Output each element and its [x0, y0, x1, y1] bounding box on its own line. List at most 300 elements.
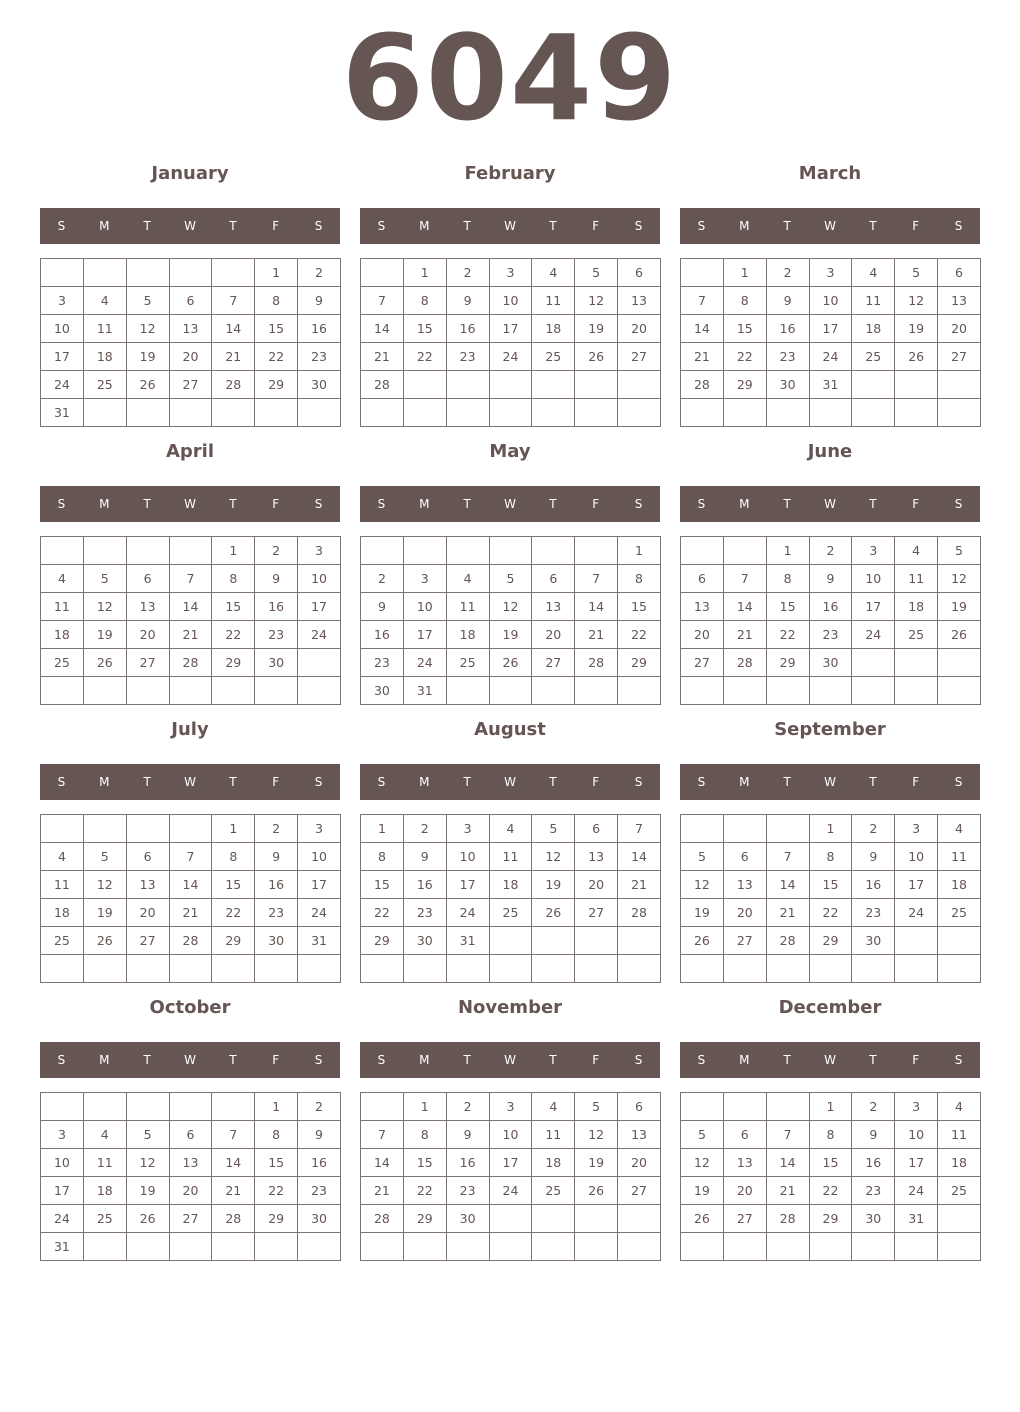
day-cell: 18 [532, 315, 575, 343]
empty-cell [895, 649, 938, 677]
day-cell: 25 [895, 621, 938, 649]
week-row [41, 843, 341, 871]
day-cell: 3 [298, 537, 341, 565]
day-cell: 28 [212, 1205, 255, 1233]
day-cell: 17 [852, 593, 895, 621]
day-cell: 16 [446, 1149, 489, 1177]
empty-cell [41, 537, 84, 565]
week-row [361, 259, 661, 287]
day-grid [680, 536, 981, 705]
day-cell: 3 [895, 815, 938, 843]
empty-cell [681, 815, 724, 843]
day-cell: 20 [618, 315, 661, 343]
empty-cell [618, 1205, 661, 1233]
weekday-label: S [697, 497, 706, 511]
day-cell: 21 [766, 899, 809, 927]
day-cell: 9 [852, 1121, 895, 1149]
week-row [41, 343, 341, 371]
day-cell: 13 [723, 871, 766, 899]
day-cell: 17 [298, 593, 341, 621]
day-cell: 20 [723, 1177, 766, 1205]
day-cell: 21 [212, 1177, 255, 1205]
day-cell: 1 [809, 1093, 852, 1121]
empty-cell [809, 677, 852, 705]
weekday-label: T [869, 1053, 877, 1067]
weekday-label: F [272, 1053, 280, 1067]
day-cell: 20 [618, 1149, 661, 1177]
day-cell: 7 [575, 565, 618, 593]
weekday-label: S [634, 497, 643, 511]
empty-cell [41, 259, 84, 287]
day-cell: 19 [532, 871, 575, 899]
day-cell: 19 [575, 1149, 618, 1177]
day-cell: 6 [723, 1121, 766, 1149]
weekday-label: T [143, 497, 151, 511]
empty-cell [126, 955, 169, 983]
day-cell: 1 [255, 259, 298, 287]
day-cell: 6 [723, 843, 766, 871]
day-cell: 4 [532, 1093, 575, 1121]
month-name: April [165, 441, 215, 462]
week-row [681, 1093, 981, 1121]
weekday-label: T [549, 219, 557, 233]
day-grid [360, 536, 661, 705]
empty-cell [532, 1233, 575, 1261]
day-cell: 6 [681, 565, 724, 593]
day-cell: 13 [618, 1121, 661, 1149]
day-cell: 26 [126, 371, 169, 399]
day-cell: 2 [298, 259, 341, 287]
empty-cell [766, 399, 809, 427]
day-grid [680, 258, 981, 427]
week-row [681, 399, 981, 427]
day-cell: 22 [212, 899, 255, 927]
empty-cell [361, 955, 404, 983]
empty-cell [852, 677, 895, 705]
weekday-label: T [229, 219, 237, 233]
month-name: September [774, 719, 886, 740]
day-cell: 6 [532, 565, 575, 593]
day-cell: 21 [169, 621, 212, 649]
week-row [361, 371, 661, 399]
day-cell: 4 [83, 287, 126, 315]
day-cell: 26 [489, 649, 532, 677]
day-cell: 7 [169, 843, 212, 871]
day-cell: 13 [723, 1149, 766, 1177]
day-cell: 5 [938, 537, 981, 565]
empty-cell [361, 399, 404, 427]
empty-cell [169, 1233, 212, 1261]
weekday-label: M [739, 497, 750, 511]
day-cell: 3 [809, 259, 852, 287]
day-cell: 19 [575, 315, 618, 343]
empty-cell [169, 1093, 212, 1121]
empty-cell [532, 399, 575, 427]
weekday-label: S [634, 1053, 643, 1067]
empty-cell [403, 1233, 446, 1261]
empty-cell [169, 259, 212, 287]
weekday-label: M [419, 219, 430, 233]
week-row [681, 843, 981, 871]
day-cell: 1 [766, 537, 809, 565]
empty-cell [489, 399, 532, 427]
day-cell: 26 [681, 927, 724, 955]
day-cell: 1 [723, 259, 766, 287]
week-row [41, 621, 341, 649]
day-cell: 20 [723, 899, 766, 927]
week-row [41, 287, 341, 315]
day-cell: 31 [41, 1233, 84, 1261]
week-row [681, 871, 981, 899]
empty-cell [575, 1233, 618, 1261]
empty-cell [446, 955, 489, 983]
day-cell: 21 [169, 899, 212, 927]
weekday-label: T [463, 1053, 471, 1067]
empty-cell [681, 1233, 724, 1261]
weekday-label: T [463, 219, 471, 233]
day-cell: 8 [403, 287, 446, 315]
day-cell: 17 [489, 315, 532, 343]
week-row [41, 899, 341, 927]
empty-cell [126, 815, 169, 843]
month-name: July [171, 719, 209, 740]
week-row [41, 315, 341, 343]
day-cell: 26 [575, 1177, 618, 1205]
day-cell: 23 [298, 343, 341, 371]
day-cell: 23 [809, 621, 852, 649]
day-cell: 31 [809, 371, 852, 399]
empty-cell [852, 399, 895, 427]
empty-cell [809, 955, 852, 983]
day-cell: 27 [723, 927, 766, 955]
day-cell: 21 [575, 621, 618, 649]
weekday-label: W [184, 219, 196, 233]
day-cell: 3 [852, 537, 895, 565]
day-cell: 14 [723, 593, 766, 621]
day-grid [680, 814, 981, 983]
empty-cell [938, 371, 981, 399]
day-cell: 28 [723, 649, 766, 677]
day-cell: 18 [41, 621, 84, 649]
empty-cell [766, 1233, 809, 1261]
day-cell: 13 [532, 593, 575, 621]
day-grid [40, 814, 341, 983]
weekday-label: F [592, 775, 600, 789]
weekday-label: T [783, 775, 791, 789]
week-row [681, 677, 981, 705]
weekday-label: T [143, 775, 151, 789]
empty-cell [938, 677, 981, 705]
day-cell: 10 [895, 1121, 938, 1149]
day-cell: 11 [532, 287, 575, 315]
weekday-label: T [463, 775, 471, 789]
day-cell: 5 [126, 287, 169, 315]
day-cell: 22 [766, 621, 809, 649]
week-row [681, 649, 981, 677]
weekday-label: S [954, 219, 963, 233]
day-cell: 30 [298, 371, 341, 399]
day-cell: 17 [809, 315, 852, 343]
day-cell: 29 [766, 649, 809, 677]
empty-cell [126, 399, 169, 427]
day-cell: 28 [169, 649, 212, 677]
empty-cell [126, 537, 169, 565]
empty-cell [361, 537, 404, 565]
day-cell: 14 [575, 593, 618, 621]
day-cell: 18 [852, 315, 895, 343]
empty-cell [212, 259, 255, 287]
empty-cell [169, 537, 212, 565]
day-cell: 8 [255, 287, 298, 315]
day-cell: 15 [809, 1149, 852, 1177]
week-row [361, 843, 661, 871]
day-cell: 24 [852, 621, 895, 649]
day-cell: 20 [169, 343, 212, 371]
year-title: 6049 [341, 9, 679, 147]
day-cell: 18 [938, 871, 981, 899]
day-cell: 20 [938, 315, 981, 343]
day-cell: 25 [41, 649, 84, 677]
day-cell: 12 [681, 1149, 724, 1177]
day-cell: 18 [446, 621, 489, 649]
weekday-header [360, 764, 660, 800]
day-cell: 26 [575, 343, 618, 371]
weekday-label: W [504, 219, 516, 233]
week-row [681, 1205, 981, 1233]
empty-cell [83, 1233, 126, 1261]
day-cell: 27 [169, 1205, 212, 1233]
day-cell: 11 [852, 287, 895, 315]
weekday-label: W [824, 497, 836, 511]
day-cell: 24 [895, 899, 938, 927]
day-cell: 4 [83, 1121, 126, 1149]
empty-cell [618, 1233, 661, 1261]
day-cell: 9 [446, 287, 489, 315]
empty-cell [618, 399, 661, 427]
week-row [41, 1121, 341, 1149]
empty-cell [126, 1093, 169, 1121]
day-cell: 10 [852, 565, 895, 593]
weekday-header [40, 208, 340, 244]
day-cell: 23 [298, 1177, 341, 1205]
day-cell: 17 [298, 871, 341, 899]
day-cell: 8 [255, 1121, 298, 1149]
day-cell: 25 [938, 1177, 981, 1205]
day-grid [360, 814, 661, 983]
day-cell: 10 [446, 843, 489, 871]
week-row [681, 537, 981, 565]
day-cell: 27 [126, 927, 169, 955]
day-cell: 25 [532, 343, 575, 371]
weekday-label: T [869, 497, 877, 511]
day-cell: 9 [852, 843, 895, 871]
day-cell: 16 [852, 1149, 895, 1177]
weekday-label: M [99, 497, 110, 511]
day-cell: 21 [681, 343, 724, 371]
weekday-label: F [912, 497, 920, 511]
weekday-label: F [272, 219, 280, 233]
week-row [681, 259, 981, 287]
day-cell: 12 [575, 287, 618, 315]
day-cell: 12 [532, 843, 575, 871]
weekday-label: F [592, 219, 600, 233]
day-cell: 21 [361, 1177, 404, 1205]
day-cell: 5 [532, 815, 575, 843]
empty-cell [489, 927, 532, 955]
day-cell: 19 [126, 343, 169, 371]
day-cell: 20 [126, 621, 169, 649]
day-cell: 27 [575, 899, 618, 927]
empty-cell [575, 371, 618, 399]
empty-cell [403, 537, 446, 565]
day-cell: 24 [41, 1205, 84, 1233]
day-cell: 7 [723, 565, 766, 593]
weekday-label: M [419, 497, 430, 511]
day-cell: 7 [766, 1121, 809, 1149]
week-row [361, 871, 661, 899]
day-cell: 26 [681, 1205, 724, 1233]
day-cell: 21 [766, 1177, 809, 1205]
day-cell: 10 [895, 843, 938, 871]
day-cell: 20 [575, 871, 618, 899]
day-cell: 27 [169, 371, 212, 399]
week-row [41, 871, 341, 899]
day-cell: 26 [938, 621, 981, 649]
day-cell: 13 [681, 593, 724, 621]
day-cell: 19 [681, 899, 724, 927]
empty-cell [83, 399, 126, 427]
empty-cell [895, 371, 938, 399]
empty-cell [618, 927, 661, 955]
empty-cell [575, 537, 618, 565]
week-row [41, 1233, 341, 1261]
empty-cell [41, 677, 84, 705]
day-cell: 22 [403, 1177, 446, 1205]
week-row [361, 955, 661, 983]
day-cell: 18 [41, 899, 84, 927]
day-cell: 4 [852, 259, 895, 287]
day-cell: 11 [532, 1121, 575, 1149]
empty-cell [618, 371, 661, 399]
day-cell: 19 [489, 621, 532, 649]
day-cell: 25 [852, 343, 895, 371]
empty-cell [489, 955, 532, 983]
day-cell: 25 [489, 899, 532, 927]
day-cell: 12 [938, 565, 981, 593]
day-cell: 6 [126, 565, 169, 593]
empty-cell [298, 399, 341, 427]
day-cell: 11 [446, 593, 489, 621]
empty-cell [41, 815, 84, 843]
day-cell: 10 [41, 315, 84, 343]
day-cell: 23 [361, 649, 404, 677]
day-cell: 18 [938, 1149, 981, 1177]
day-cell: 10 [41, 1149, 84, 1177]
empty-cell [255, 399, 298, 427]
weekday-header [680, 764, 980, 800]
empty-cell [489, 537, 532, 565]
weekday-label: S [314, 219, 323, 233]
day-cell: 30 [361, 677, 404, 705]
day-cell: 16 [809, 593, 852, 621]
day-cell: 9 [446, 1121, 489, 1149]
day-cell: 27 [618, 1177, 661, 1205]
weekday-label: T [783, 1053, 791, 1067]
day-cell: 27 [723, 1205, 766, 1233]
day-cell: 24 [895, 1177, 938, 1205]
day-cell: 25 [83, 371, 126, 399]
empty-cell [83, 1093, 126, 1121]
week-row [681, 593, 981, 621]
day-cell: 8 [766, 565, 809, 593]
empty-cell [446, 677, 489, 705]
day-cell: 31 [446, 927, 489, 955]
weekday-label: S [377, 497, 386, 511]
week-row [361, 537, 661, 565]
day-cell: 18 [532, 1149, 575, 1177]
day-cell: 1 [361, 815, 404, 843]
day-cell: 18 [83, 1177, 126, 1205]
day-cell: 27 [938, 343, 981, 371]
week-row [681, 899, 981, 927]
month-name: December [778, 997, 882, 1018]
day-cell: 27 [532, 649, 575, 677]
day-cell: 15 [723, 315, 766, 343]
weekday-label: S [57, 497, 66, 511]
day-cell: 13 [938, 287, 981, 315]
weekday-label: W [824, 219, 836, 233]
day-cell: 17 [41, 1177, 84, 1205]
weekday-label: T [143, 219, 151, 233]
day-cell: 6 [126, 843, 169, 871]
day-cell: 13 [618, 287, 661, 315]
weekday-label: S [57, 1053, 66, 1067]
week-row [681, 1121, 981, 1149]
day-cell: 30 [809, 649, 852, 677]
day-cell: 8 [403, 1121, 446, 1149]
day-cell: 4 [489, 815, 532, 843]
day-cell: 12 [895, 287, 938, 315]
week-row [361, 315, 661, 343]
day-cell: 9 [809, 565, 852, 593]
month-name: March [798, 163, 862, 184]
weekday-label: S [57, 775, 66, 789]
day-cell: 11 [83, 1149, 126, 1177]
empty-cell [681, 677, 724, 705]
day-cell: 15 [618, 593, 661, 621]
empty-cell [361, 259, 404, 287]
day-cell: 31 [895, 1205, 938, 1233]
weekday-label: W [184, 775, 196, 789]
day-cell: 30 [255, 927, 298, 955]
month-name: February [464, 163, 556, 184]
day-cell: 30 [852, 927, 895, 955]
day-cell: 18 [489, 871, 532, 899]
day-cell: 17 [489, 1149, 532, 1177]
empty-cell [212, 677, 255, 705]
day-cell: 19 [938, 593, 981, 621]
empty-cell [895, 677, 938, 705]
week-row [681, 1149, 981, 1177]
week-row [41, 1205, 341, 1233]
day-cell: 2 [403, 815, 446, 843]
day-cell: 22 [618, 621, 661, 649]
day-cell: 16 [255, 593, 298, 621]
day-cell: 21 [361, 343, 404, 371]
day-cell: 15 [212, 871, 255, 899]
week-row [41, 1177, 341, 1205]
day-cell: 28 [212, 371, 255, 399]
